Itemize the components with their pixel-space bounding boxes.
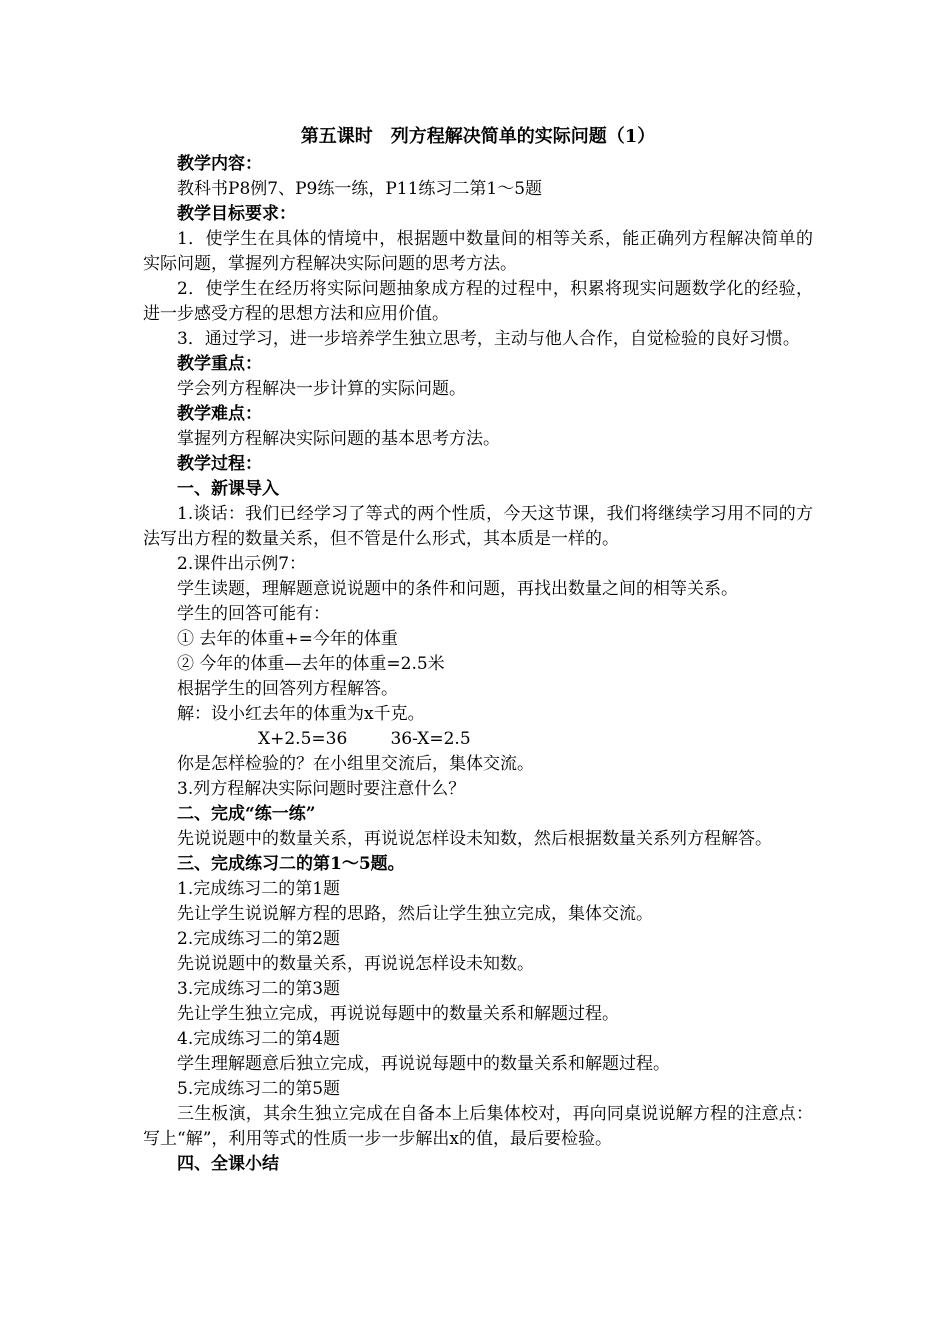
section3-item: 先让学生说说解方程的思路，然后让学生独立完成，集体交流。 — [177, 904, 653, 924]
equations-line: X+2.5=36 36-X=2.5 — [258, 729, 471, 749]
goals-heading: 教学目标要求： — [177, 204, 296, 224]
page-title: 第五课时 列方程解决简单的实际问题（1） — [300, 126, 656, 147]
section2-paragraph: 先说说题中的数量关系，再说说怎样设未知数，然后根据数量关系列方程解答。 — [177, 829, 772, 849]
section1-heading: 一、新课导入 — [177, 479, 279, 499]
section1-paragraph: 3.列方程解决实际问题时要注意什么？ — [177, 779, 466, 799]
process-heading: 教学过程： — [177, 454, 262, 474]
section1-paragraph: 解：设小红去年的体重为x千克。 — [177, 704, 425, 724]
section4-heading: 四、全课小结 — [177, 1154, 279, 1174]
content-heading: 教学内容： — [177, 154, 262, 174]
section1-paragraph: 你是怎样检验的？在小组里交流后，集体交流。 — [177, 754, 534, 774]
section3-item: 3.完成练习二的第3题 — [177, 979, 341, 999]
difficulty-text: 掌握列方程解决实际问题的基本思考方法。 — [177, 429, 500, 449]
section1-paragraph: 学生的回答可能有： — [177, 604, 330, 624]
difficulty-heading: 教学难点： — [177, 404, 262, 424]
section3-item: 4.完成练习二的第4题 — [177, 1029, 341, 1049]
section3-heading: 三、完成练习二的第1～5题。 — [177, 854, 405, 874]
section3-item: 2.完成练习二的第2题 — [177, 929, 341, 949]
section3-item: 1.完成练习二的第1题 — [177, 879, 341, 899]
section3-item: 先让学生独立完成，再说说每题中的数量关系和解题过程。 — [177, 1004, 619, 1024]
section1-paragraph: ① 去年的体重+=今年的体重 — [177, 629, 398, 649]
goal-item: 1．使学生在具体的情境中，根据题中数量间的相等关系，能正确列方程解决简单的实际问题，掌握列方程解决实际问题的思考方法。 — [143, 229, 813, 274]
content-text: 教科书P8例7、P9练一练，P11练习二第1～5题 — [177, 179, 543, 199]
section1-paragraph: 根据学生的回答列方程解答。 — [177, 679, 398, 699]
goal-item: 3．通过学习，进一步培养学生独立思考，主动与他人合作，自觉检验的良好习惯。 — [177, 329, 800, 349]
section1-paragraph: 2.课件出示例7： — [177, 554, 307, 574]
section3-item: 5.完成练习二的第5题 — [177, 1079, 341, 1099]
goal-item: 2．使学生在经历将实际问题抽象成方程的过程中，积累将现实问题数学化的经验，进一步感受方程的思想方法和应用价值。 — [143, 279, 813, 324]
section3-item: 先说说题中的数量关系，再说说怎样设未知数。 — [177, 954, 534, 974]
section2-heading: 二、完成“练一练” — [177, 804, 316, 824]
section1-paragraph: ② 今年的体重—去年的体重=2.5米 — [177, 654, 445, 674]
key-heading: 教学重点： — [177, 354, 262, 374]
section1-paragraph: 学生读题，理解题意说说题中的条件和问题，再找出数量之间的相等关系。 — [177, 579, 738, 599]
section3-item: 三生板演，其余生独立完成在自备本上后集体校对，再向同桌说说解方程的注意点：写上“解”，利用等式的性质一步一步解出x的值，最后要检验。 — [143, 1104, 813, 1149]
key-text: 学会列方程解决一步计算的实际问题。 — [177, 379, 466, 399]
section3-item: 学生理解题意后独立完成，再说说每题中的数量关系和解题过程。 — [177, 1054, 670, 1074]
section1-paragraph: 1.谈话：我们已经学习了等式的两个性质，今天这节课，我们将继续学习用不同的方法写出方程的数量关系，但不管是什么形式，其本质是一样的。 — [143, 504, 813, 549]
document-page — [143, 122, 813, 1177]
